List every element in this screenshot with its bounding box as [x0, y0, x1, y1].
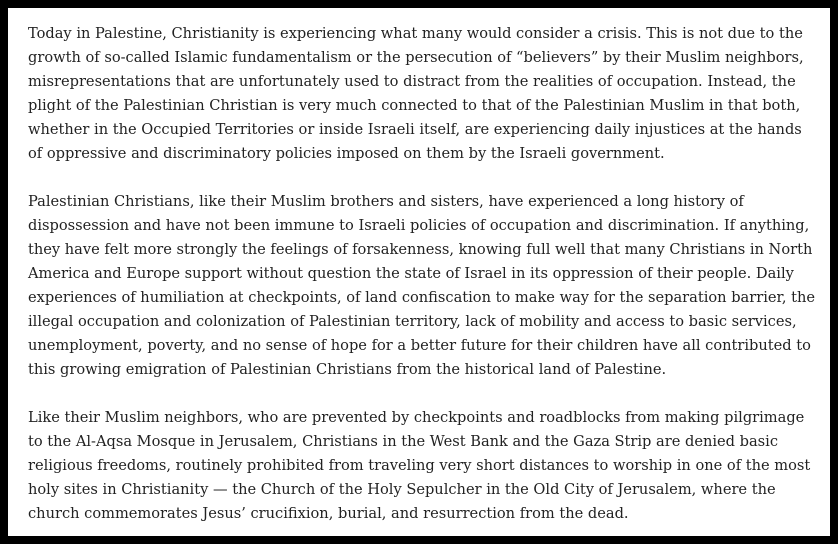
article-panel — [8, 8, 830, 536]
article-paragraph-2: Palestinian Christians, like their Muslim brothers and sisters, have experienced a long history of dispossession and have not been immune to Israeli policies of occupation and discrimination. If anything, they have felt more strongly the feelings of forsakenness, knowing full well that many Christians in North America and Europe support without question the state of Israel in its oppression of their people. Daily experiences of humiliation at checkpoints, of land confiscation to make way for the separation barrier, the illegal occupation and colonization of Palestinian territory, lack of mobility and access to basic services, unemployment, poverty, and no sense of hope for a better future for their children have all contributed to this growing emigration of Palestinian Christians from the historical land of Palestine. — [28, 193, 816, 378]
article-paragraph-3: Like their Muslim neighbors, who are prevented by checkpoints and roadblocks from making pilgrimage to the Al-Aqsa Mosque in Jerusalem, Christians in the West Bank and the Gaza Strip are denied basic religious freedoms, routinely prohibited from traveling very short distances to worship in one of the most holy sites in Christianity — the Church of the Holy Sepulcher in the Old City of Jerusalem, where the church commemorates Jesus’ crucifixion, burial, and resurrection from the dead. — [28, 409, 811, 522]
article-paragraph-1: Today in Palestine, Christianity is experiencing what many would consider a crisis. This is not due to the growth of so-called Islamic fundamentalism or the persecution of “believers” by their Muslim neighbors, misrepresentations that are unfortunately used to distract from the realities of occupation. Instead, the plight of the Palestinian Christian is very much connected to that of the Palestinian Muslim in that both, whether in the Occupied Territories or inside Israeli itself, are experiencing daily injustices at the hands of oppressive and discriminatory policies imposed on them by the Israeli government. — [28, 25, 804, 162]
